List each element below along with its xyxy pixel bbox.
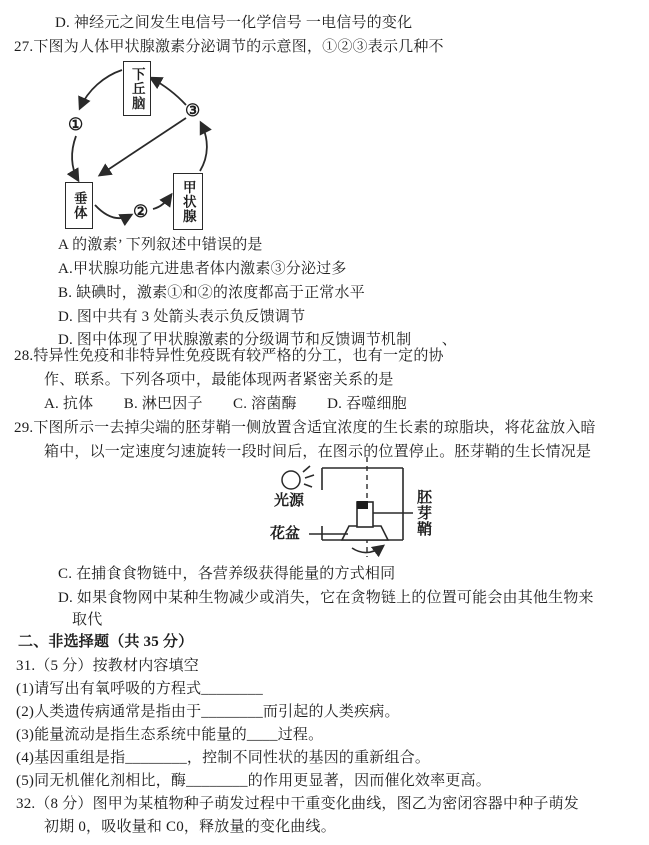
thyroid-label: 甲状腺 [180, 179, 196, 224]
q28-options: A. 抗体 B. 淋巴因子 C. 溶菌酶 D. 吞噬细胞 [44, 396, 407, 412]
hormone-2-label: ② [133, 202, 149, 221]
hormone-3-label: ③ [185, 101, 201, 120]
flower-pot-label: 花盆 [270, 526, 301, 542]
q32-stem-cont: 初期 0，吸收量和 C0，释放量的变化曲线。 [44, 819, 336, 835]
q27-option-c: D. 图中共有 3 处箭头表示负反馈调节 [58, 309, 306, 325]
q27-stem-cont: A 的激素’ 下列叙述中错误的是 [58, 237, 263, 253]
agar-block [357, 501, 368, 509]
coleoptile-experiment-diagram [265, 456, 455, 564]
q27-stem: 27.下图为人体甲状腺激素分泌调节的示意图，①②③表示几种不 [14, 39, 444, 55]
coleoptile-label: 胚芽鞘 [415, 489, 431, 537]
arrow-3-to-pituitary [100, 118, 186, 175]
arrow-2-to-thyroid [153, 195, 171, 209]
q30-option-d: D. 如果食物网中某种生物减少或消失，它在贪物链上的位置可能会由其他生物来 [58, 590, 594, 606]
q28-stem-cont: 作、联系。下列各项中，最能体现两者紧密关系的是 [44, 372, 394, 388]
section-header: 二、非选择题（共 35 分） [18, 634, 194, 650]
q27-option-a: A.甲状腺功能亢进患者体内激素③分泌过多 [58, 261, 347, 277]
q29-stem: 29.下图所示一去掉尖端的胚芽鞘一侧放置含适宜浓度的生长素的琼脂块，将花盆放入暗 [14, 420, 596, 436]
hormone-regulation-diagram [50, 58, 220, 233]
q31-blank-2: (2)人类遗传病通常是指由于________而引起的人类疾病。 [16, 704, 400, 720]
hypothalamus-box [123, 61, 151, 116]
pituitary-box [65, 182, 93, 229]
arrow-hypothalamus-to-1 [80, 70, 122, 108]
q31-blank-1: (1)请写出有氧呼吸的方程式________ [16, 681, 263, 697]
arrow-1-to-pituitary [72, 136, 78, 180]
arrow-pituitary-to-2 [95, 205, 131, 218]
thyroid-box [173, 173, 203, 230]
q27-option-d: D. 图中体现了甲状腺激素的分级调节和反馈调节机制 、 [58, 332, 457, 348]
sun-icon [282, 466, 314, 489]
q30-option-c: C. 在捕食食物链中，各营养级获得能量的方式相同 [58, 566, 396, 582]
pituitary-label: 垂体 [71, 191, 87, 220]
arrow-3-to-hypothalamus [151, 78, 186, 105]
q27-option-b: B. 缺碘时，激素①和②的浓度都高于正常水平 [58, 285, 365, 301]
hormone-1-label: ① [68, 115, 84, 134]
q31-stem: 31.（5 分）按教材内容填空 [16, 658, 200, 674]
q26-option-d: D. 神经元之间发生电信号一化学信号 一电信号的变化 [55, 15, 413, 31]
hypothalamus-label: 下丘脑 [129, 66, 145, 111]
light-source-label: 光源 [274, 493, 305, 509]
q32-stem: 32.（8 分）图甲为某植物种子萌发过程中干重变化曲线，图乙为密闭容器中种子萌发 [16, 796, 580, 812]
arrow-thyroid-to-3 [200, 123, 207, 171]
q31-blank-4: (4)基因重组是指________，控制不同性状的基因的重新组合。 [16, 750, 431, 766]
q29-stem-cont: 箱中，以一定速度匀速旋转一段时间后，在图示的位置停止。胚芽鞘的生长情况是 [44, 444, 592, 460]
q30-option-d-cont: 取代 [72, 612, 103, 628]
q31-blank-3: (3)能量流动是指生态系统中能量的____过程。 [16, 727, 324, 743]
q31-blank-5: (5)同无机催化剂相比，酶________的作用更显著，因而催化效率更高。 [16, 773, 491, 789]
q28-stem: 28.特异性免疫和非特异性免疫既有较严格的分工，也有一定的协 [14, 348, 444, 364]
flower-pot-shape [342, 526, 388, 540]
